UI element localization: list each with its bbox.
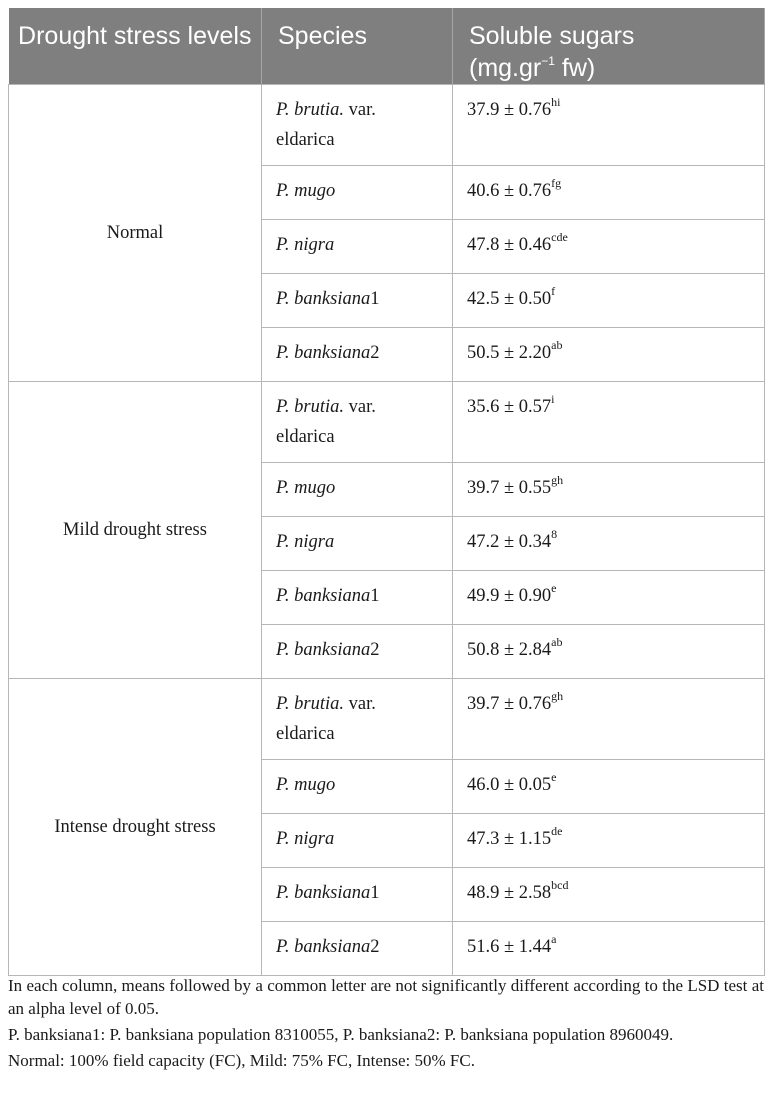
species-suffix: 2: [370, 640, 380, 660]
species-name: P. nigra: [276, 829, 335, 849]
sugar-value: 47.3 ± 1.15: [467, 829, 552, 849]
species-suffix: var. eldarica: [276, 694, 376, 744]
species-cell: [262, 760, 453, 814]
species-cell: [262, 85, 453, 166]
significance-letter: de: [551, 823, 563, 838]
soluble-sugar-value-cell: [453, 85, 765, 166]
species-cell: [262, 868, 453, 922]
soluble-sugar-value-cell: [453, 814, 765, 868]
sugar-value: 40.6 ± 0.76: [467, 181, 552, 201]
species-name: P. banksiana: [276, 937, 371, 957]
species-name: P. mugo: [276, 478, 336, 498]
significance-letter: gh: [551, 472, 564, 487]
table-row: [9, 382, 765, 463]
species-name: P. banksiana: [276, 586, 371, 606]
header-species: Species: [262, 8, 453, 85]
species-name: P. brutia.: [276, 100, 345, 120]
soluble-sugars-table: [8, 8, 765, 976]
sugar-value: 42.5 ± 0.50: [467, 289, 552, 309]
header-drought-stress-levels: Drought stress levels: [9, 8, 262, 85]
significance-letter: fg: [551, 175, 562, 190]
soluble-sugar-value-cell: [453, 760, 765, 814]
sugar-value: 39.7 ± 0.55: [467, 478, 552, 498]
table-row: [9, 679, 765, 760]
soluble-sugar-value-cell: [453, 679, 765, 760]
soluble-sugar-value-cell: [453, 328, 765, 382]
species-cell: [262, 463, 453, 517]
species-suffix: 1: [370, 289, 380, 309]
soluble-sugar-value-cell: [453, 922, 765, 976]
header-soluble-sugars-label: Soluble sugars: [469, 22, 635, 50]
species-cell: [262, 328, 453, 382]
significance-letter: f: [551, 283, 556, 298]
sugar-value: 51.6 ± 1.44: [467, 937, 552, 957]
species-name: P. banksiana: [276, 640, 371, 660]
stress-level-cell: Intense drought stress: [9, 679, 262, 976]
sugar-value: 46.0 ± 0.05: [467, 775, 552, 795]
species-suffix: var. eldarica: [276, 397, 376, 447]
header-unit-post: fw): [554, 54, 596, 82]
species-cell: [262, 274, 453, 328]
significance-letter: 8: [551, 526, 558, 541]
species-name: P. banksiana: [276, 883, 371, 903]
soluble-sugar-value-cell: [453, 220, 765, 274]
sugar-value: 47.2 ± 0.34: [467, 532, 552, 552]
footnote-field-capacity: Normal: 100% field capacity (FC), Mild: 75% FC, Intense: 50% FC.: [8, 1051, 475, 1070]
species-cell: [262, 922, 453, 976]
species-cell: [262, 517, 453, 571]
header-row: [9, 8, 765, 85]
species-cell: [262, 382, 453, 463]
significance-letter: gh: [551, 688, 564, 703]
species-cell: [262, 166, 453, 220]
sugar-value: 50.8 ± 2.84: [467, 640, 552, 660]
species-name: P. banksiana: [276, 289, 371, 309]
soluble-sugar-value-cell: [453, 382, 765, 463]
species-cell: [262, 814, 453, 868]
sugar-value: 50.5 ± 2.20: [467, 343, 552, 363]
header-unit-pre: (mg.gr: [469, 54, 542, 82]
significance-letter: cde: [551, 229, 568, 244]
species-suffix: 2: [370, 937, 380, 957]
species-suffix: var. eldarica: [276, 100, 376, 150]
significance-letter: hi: [551, 94, 561, 109]
species-name: P. brutia.: [276, 694, 345, 714]
soluble-sugar-value-cell: [453, 463, 765, 517]
soluble-sugar-value-cell: [453, 868, 765, 922]
species-suffix: 1: [370, 586, 380, 606]
significance-letter: i: [551, 391, 555, 406]
species-name: P. nigra: [276, 235, 335, 255]
species-name: P. mugo: [276, 181, 336, 201]
soluble-sugar-value-cell: [453, 625, 765, 679]
sugar-value: 35.6 ± 0.57: [467, 397, 552, 417]
sugar-value: 39.7 ± 0.76: [467, 694, 552, 714]
header-soluble-sugars: [453, 8, 765, 85]
significance-letter: bcd: [551, 877, 569, 892]
sugar-value: 49.9 ± 0.90: [467, 586, 552, 606]
species-name: P. brutia.: [276, 397, 345, 417]
significance-letter: ab: [551, 634, 563, 649]
species-suffix: 2: [370, 343, 380, 363]
stress-level-cell: Mild drought stress: [9, 382, 262, 679]
table-footnotes: [8, 974, 764, 1075]
header-unit-sup: −1: [541, 53, 555, 68]
sugar-value: 48.9 ± 2.58: [467, 883, 552, 903]
stress-level-cell: Normal: [9, 85, 262, 382]
footnote-lsd: In each column, means followed by a common letter are not significantly different according to the LSD test at an alpha level of 0.05.: [8, 976, 764, 1018]
soluble-sugar-value-cell: [453, 571, 765, 625]
soluble-sugar-value-cell: [453, 274, 765, 328]
species-cell: [262, 679, 453, 760]
significance-letter: e: [551, 580, 557, 595]
species-suffix: 1: [370, 883, 380, 903]
species-cell: [262, 220, 453, 274]
significance-letter: a: [551, 931, 557, 946]
species-cell: [262, 625, 453, 679]
soluble-sugar-value-cell: [453, 166, 765, 220]
significance-letter: ab: [551, 337, 563, 352]
species-name: P. banksiana: [276, 343, 371, 363]
species-cell: [262, 571, 453, 625]
table-body: [9, 85, 765, 976]
species-name: P. nigra: [276, 532, 335, 552]
sugar-value: 37.9 ± 0.76: [467, 100, 552, 120]
species-name: P. mugo: [276, 775, 336, 795]
sugar-value: 47.8 ± 0.46: [467, 235, 552, 255]
table-row: [9, 85, 765, 166]
footnote-populations: P. banksiana1: P. banksiana population 8310055, P. banksiana2: P. banksiana population 8960049.: [8, 1025, 674, 1044]
significance-letter: e: [551, 769, 557, 784]
soluble-sugar-value-cell: [453, 517, 765, 571]
